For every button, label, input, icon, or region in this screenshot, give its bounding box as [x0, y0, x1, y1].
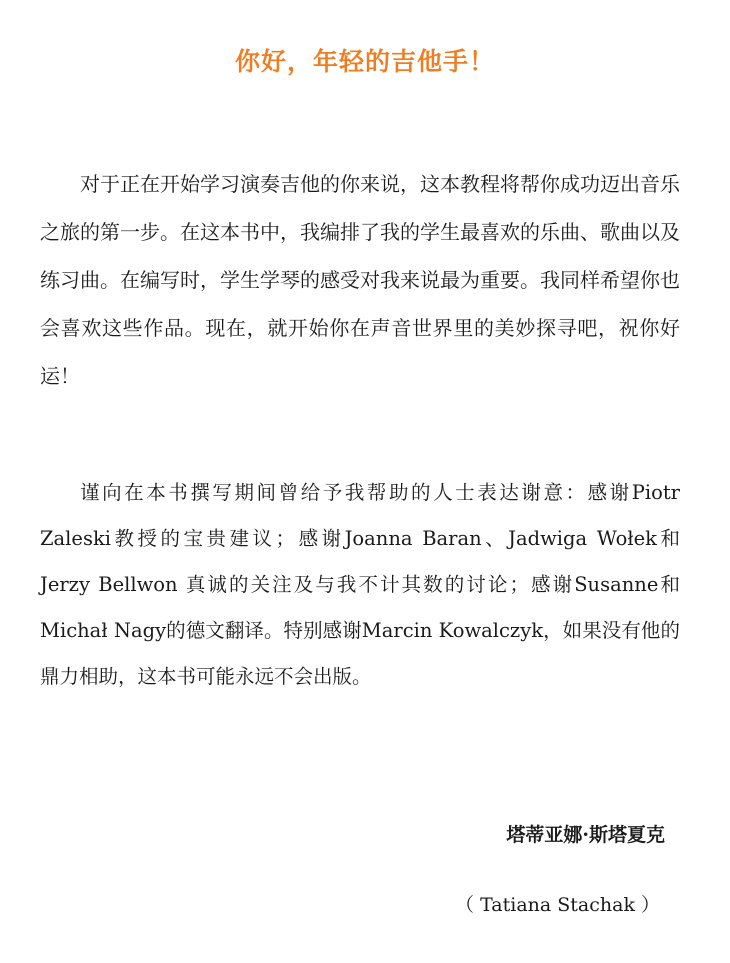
page-title: 你好，年轻的吉他手！ — [234, 47, 495, 76]
intro-paragraph: 对于正在开始学习演奏吉他的你来说，这本教程将帮你成功迈出音乐之旅的第一步。在这本书中，我编排了我的学生最喜欢的乐曲、歌曲以及练习曲。在编写时，学生学琴的感受对我来说最为重要。我同样希望你也会喜欢这些作品。现在，就开始你在声音世界里的美妙探寻吧，祝你好运！ — [40, 172, 680, 388]
author-name-english: （ Tatiana Stachak ） — [455, 894, 660, 916]
acknowledgements-paragraph: 谨向在本书撰写期间曾给予我帮助的人士表达谢意：感谢Piotr Zaleski教授的宝贵建议；感谢Joanna Baran、Jadwiga Wołek和 Jerzy Bellwon 真诚的关注及与我不计其数的讨论；感谢Susanne和 Michał Nagy的德文翻译。特别感谢Marcin Kowalczyk，如果没有他的鼎力相助，这本书可能永远不会出版。 — [40, 481, 680, 688]
author-name-chinese: 塔蒂亚娜·斯塔夏克 — [506, 824, 665, 846]
